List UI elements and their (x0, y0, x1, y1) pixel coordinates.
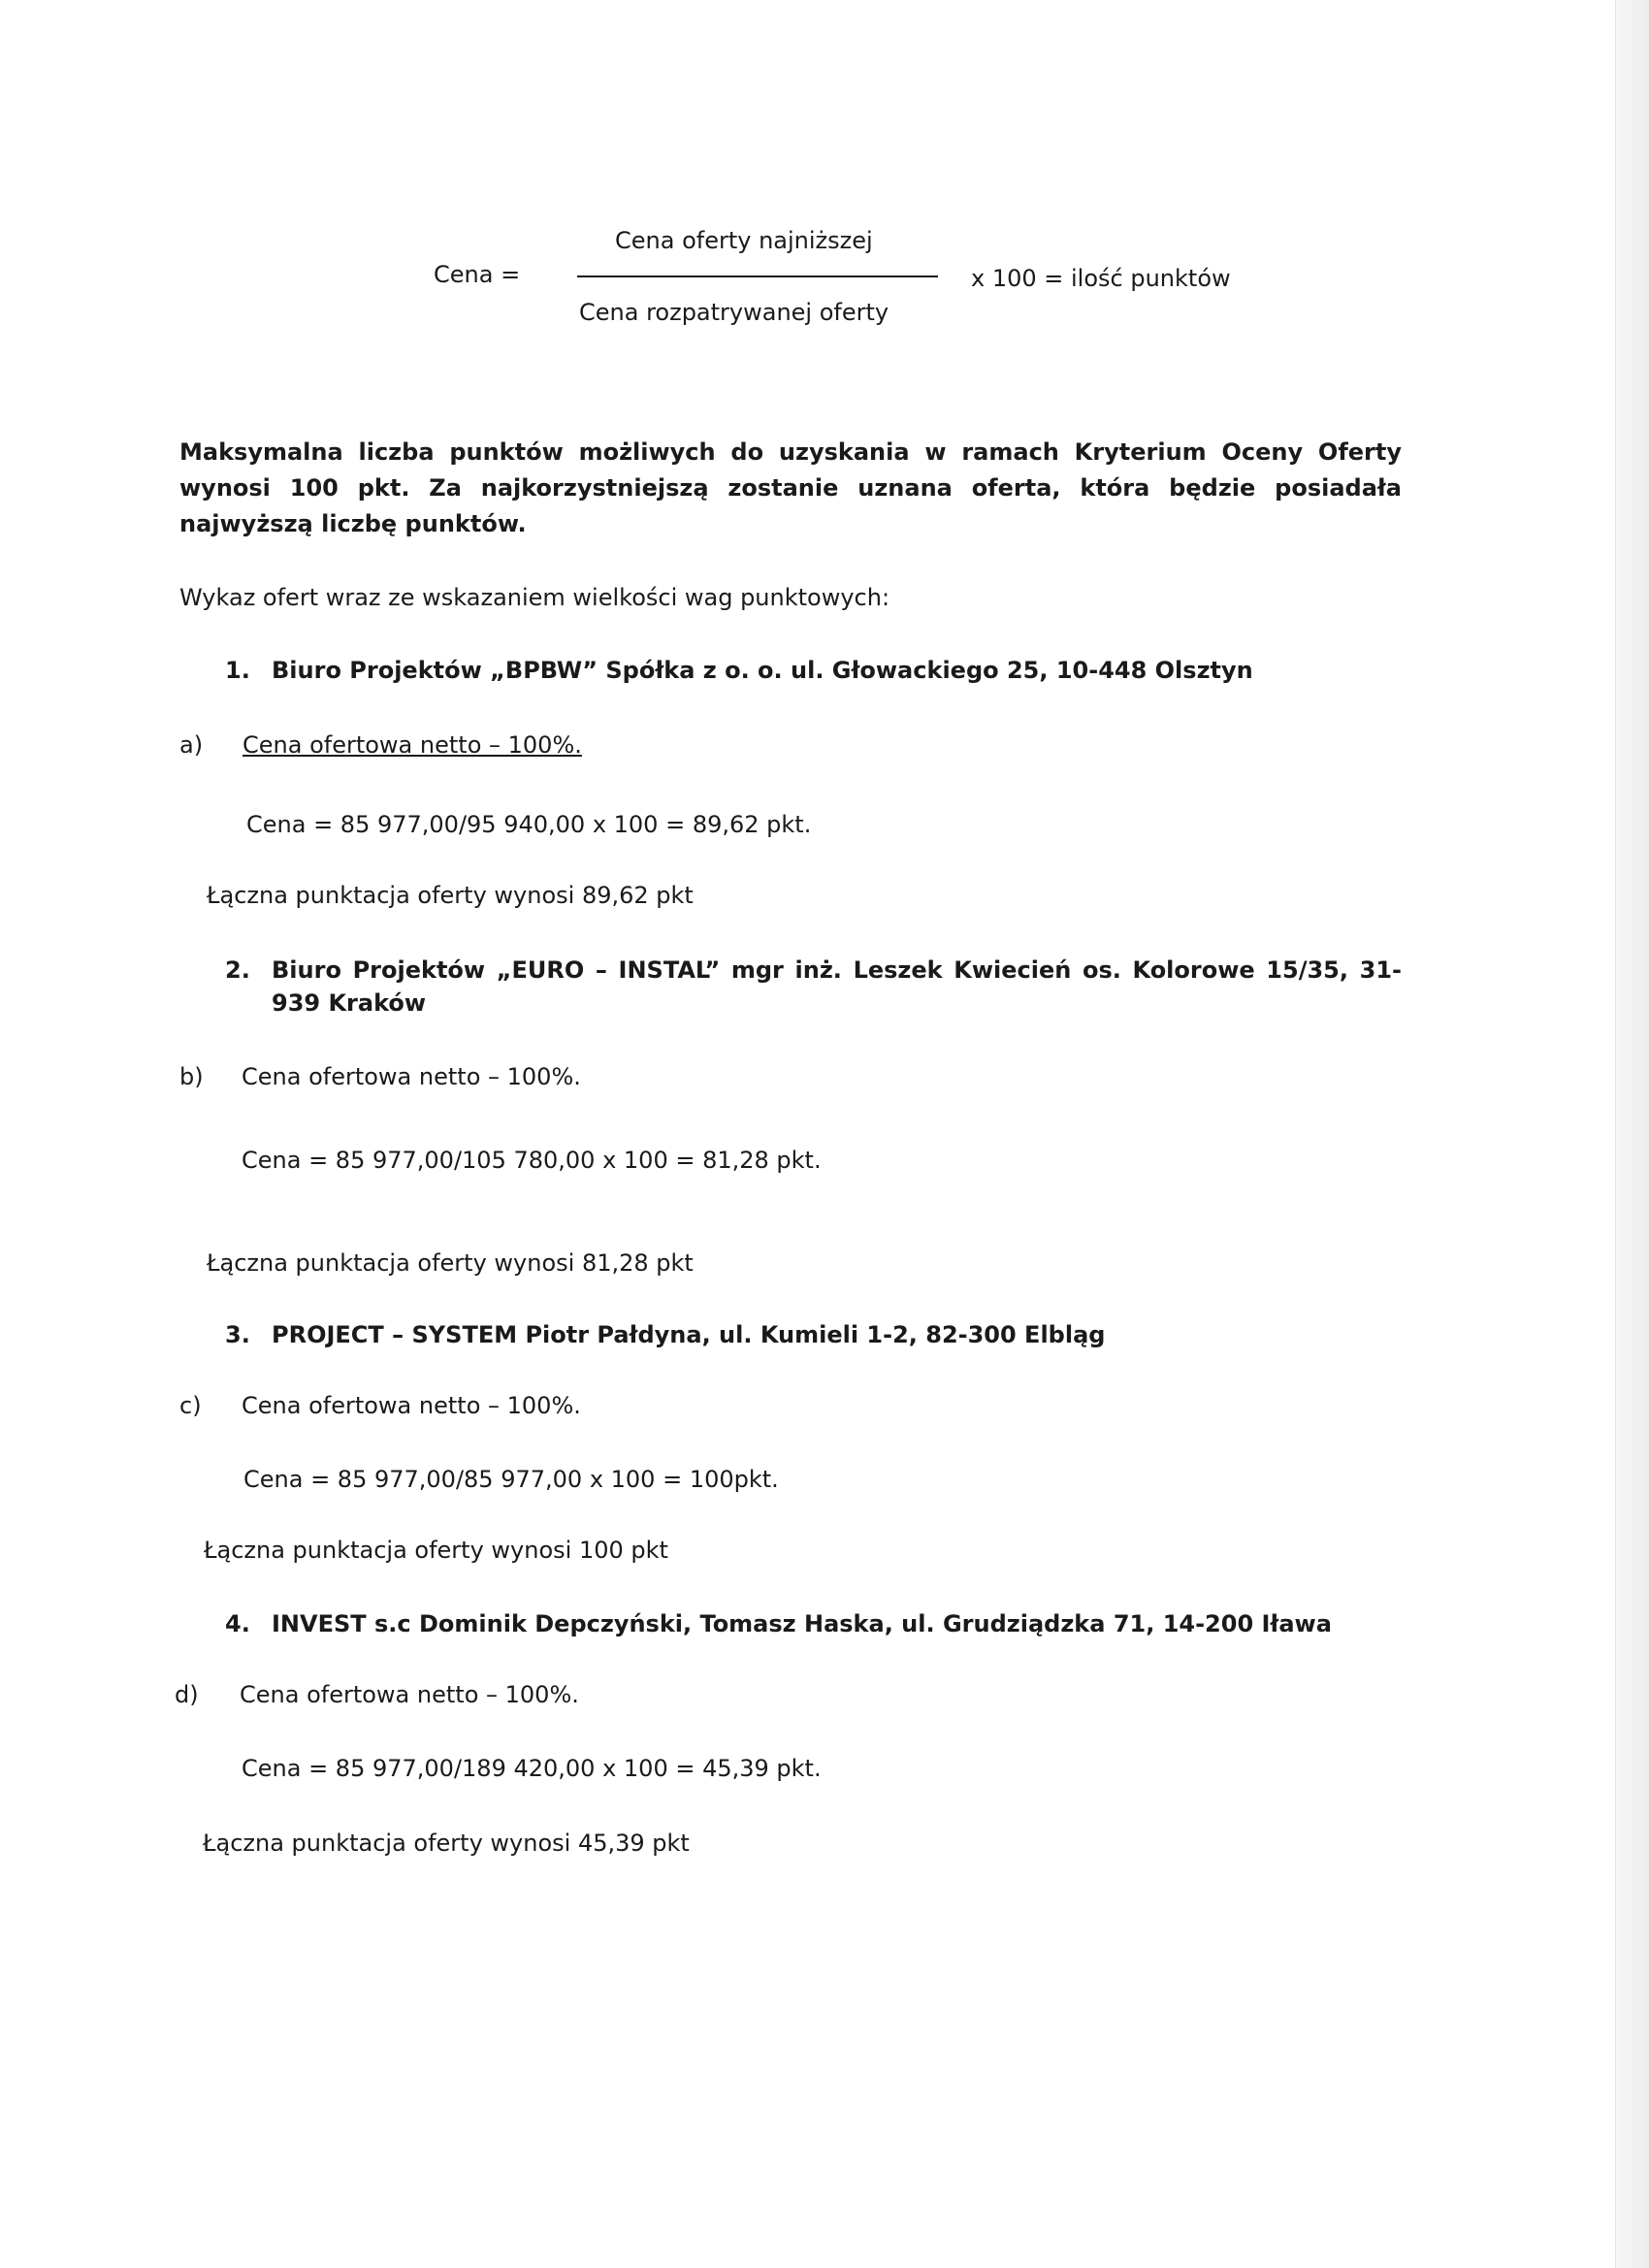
offer-1-total: Łączna punktacja oferty wynosi 89,62 pkt (207, 882, 694, 909)
offer-4-number: 4. (225, 1610, 250, 1637)
list-heading: Wykaz ofert wraz ze wskazaniem wielkości wag punktowych: (179, 584, 890, 611)
offer-3-criterion: Cena ofertowa netto – 100%. (242, 1392, 581, 1419)
offer-4-name: INVEST s.c Dominik Depczyński, Tomasz Haska, ul. Grudziądzka 71, 14-200 Iława (272, 1610, 1332, 1637)
offer-4-total: Łączna punktacja oferty wynosi 45,39 pkt (203, 1830, 690, 1857)
offer-1-number: 1. (225, 657, 250, 684)
offer-4-criterion: Cena ofertowa netto – 100%. (240, 1681, 579, 1708)
formula-rhs: x 100 = ilość punktów (971, 265, 1231, 292)
offer-2-total: Łączna punktacja oferty wynosi 81,28 pkt (207, 1249, 694, 1277)
formula-lhs: Cena = (434, 261, 521, 288)
offer-2-name: Biuro Projektów „EURO – INSTAL” mgr inż. Leszek Kwiecień os. Kolorowe 15/35, 31-939 Kraków (272, 956, 1402, 1017)
offer-3-letter: c) (179, 1392, 202, 1419)
offer-4-letter: d) (175, 1681, 199, 1708)
scan-edge (1615, 0, 1649, 2268)
offer-4-calculation: Cena = 85 977,00/189 420,00 x 100 = 45,39 pkt. (242, 1755, 822, 1782)
formula-numerator: Cena oferty najniższej (615, 227, 873, 254)
fraction-bar (577, 275, 938, 277)
offer-2-letter: b) (179, 1063, 204, 1090)
offer-1-calculation: Cena = 85 977,00/95 940,00 x 100 = 89,62 pkt. (246, 811, 812, 838)
offer-3-total: Łączna punktacja oferty wynosi 100 pkt (204, 1537, 668, 1564)
offer-2-calculation: Cena = 85 977,00/105 780,00 x 100 = 81,28 pkt. (242, 1147, 822, 1174)
offer-1-name: Biuro Projektów „BPBW” Spółka z o. o. ul. Głowackiego 25, 10-448 Olsztyn (272, 657, 1253, 684)
offer-3-calculation: Cena = 85 977,00/85 977,00 x 100 = 100pkt. (243, 1466, 779, 1493)
offer-3-number: 3. (225, 1321, 250, 1348)
offer-3-name: PROJECT – SYSTEM Piotr Pałdyna, ul. Kumieli 1-2, 82-300 Elbląg (272, 1321, 1106, 1348)
intro-paragraph: Maksymalna liczba punktów możliwych do uzyskania w ramach Kryterium Oceny Oferty wynosi 100 pkt. Za najkorzystniejszą zostanie uznana oferta, która będzie posiadała najwyższą liczbę punktów. (179, 438, 1402, 537)
offer-1-criterion: Cena ofertowa netto – 100%. (242, 731, 582, 759)
offer-2-criterion: Cena ofertowa netto – 100%. (242, 1063, 581, 1090)
offer-1-letter: a) (179, 731, 204, 759)
offer-2-number: 2. (225, 956, 250, 984)
formula-denominator: Cena rozpatrywanej oferty (579, 299, 889, 326)
